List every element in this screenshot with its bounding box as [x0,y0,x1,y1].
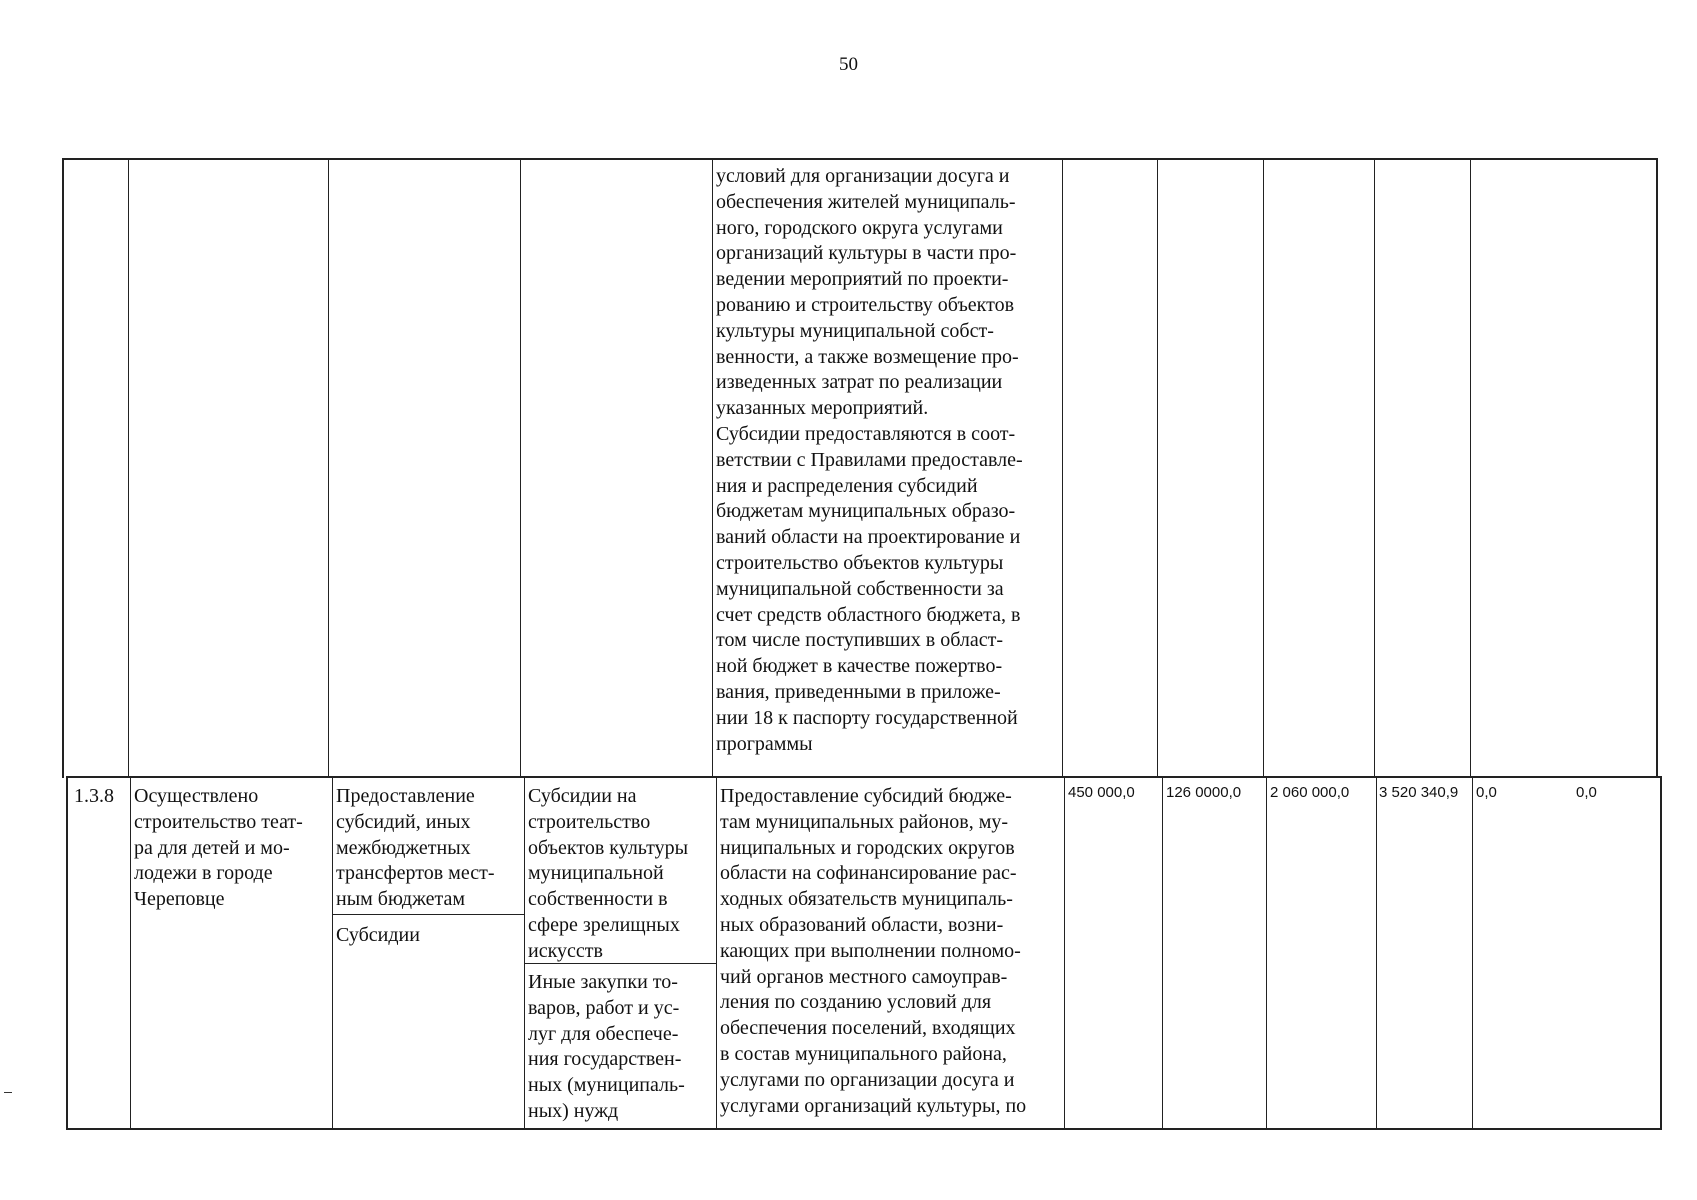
result-cell: Осуществлено строительство теат- ра для детей и мо- лодежи в городе Череповце [134,785,303,911]
value-cell: 0,0 [1476,784,1497,801]
column-divider [1064,778,1065,1128]
continuation-description: условий для организации досуга и обеспечения жителей муниципаль- ного, городского округа услугами организаций культуры в части про- ведении мероприятий по проекти- рованию и строительству объектов культуры муниципальной собст- венности, а также возмещение про- изведенных затрат по реализации указанных мероприятий. Субсидии предоставляются в соот- ветствии с Правилами предоставле- ния и распределения субсидий бюджетам муниципальных образо- ваний области на проектирование и строительство объектов культуры муниципальной собственности за счет средств областного бюджета, в том числе поступивших в област- ной бюджет в качестве пожертво- вания, приведенными в приложе- нии 18 к паспорту государственной программы [716,165,1023,755]
column-divider [1470,160,1471,778]
column-divider [524,778,525,1128]
column-divider [130,778,131,1128]
value-cell: 3 520 340,9 [1379,784,1459,801]
column-divider [332,778,333,1128]
row-number: 1.3.8 [74,785,114,807]
expense-main-cell: Субсидии на строительство объектов культуры муниципальной собственности в сфере зрелищных искусств [528,785,689,962]
value-cell: 450 000,0 [1068,784,1135,801]
column-divider [1263,160,1264,778]
type-sub-divider [332,914,524,915]
column-divider [716,778,717,1128]
value-cell: 2 060 000,0 [1270,784,1350,801]
description-cell: Предоставление субсидий бюдже- там муниципальных районов, му- ниципальных и городских округов области на софинансирование рас- ходных обязательств муниципаль- ных образований области, возни- кающих при выполнении полномо- чий органов местного самоуправ- ления по созданию условий для обеспечения поселений, входящих в состав муниципального района, услугами по организации досуга и услугами организаций культуры, по [720,785,1027,1117]
column-divider [128,160,129,778]
expense-sub-cell: Иные закупки то- варов, работ и ус- луг для обеспече- ния государствен- ных (муниципаль- ных) нужд [528,971,685,1122]
column-divider [1157,160,1158,778]
continuation-row [62,158,1658,778]
table-row [66,776,1662,1130]
column-divider [1374,160,1375,778]
column-divider [1376,778,1377,1128]
column-divider [1472,778,1473,1128]
type-main-cell: Предоставление субсидий, иных межбюджетных трансфертов мест- ным бюджетам [336,785,495,911]
column-divider [712,160,713,778]
column-divider [1162,778,1163,1128]
column-divider [1266,778,1267,1128]
type-sub-cell: Субсидии [336,924,420,946]
page-number: 50 [839,54,858,75]
column-divider [520,160,521,778]
margin-mark [4,1092,12,1093]
value-cell: 126 0000,0 [1166,784,1242,801]
column-divider [328,160,329,778]
value-cell: 0,0 [1576,784,1597,801]
